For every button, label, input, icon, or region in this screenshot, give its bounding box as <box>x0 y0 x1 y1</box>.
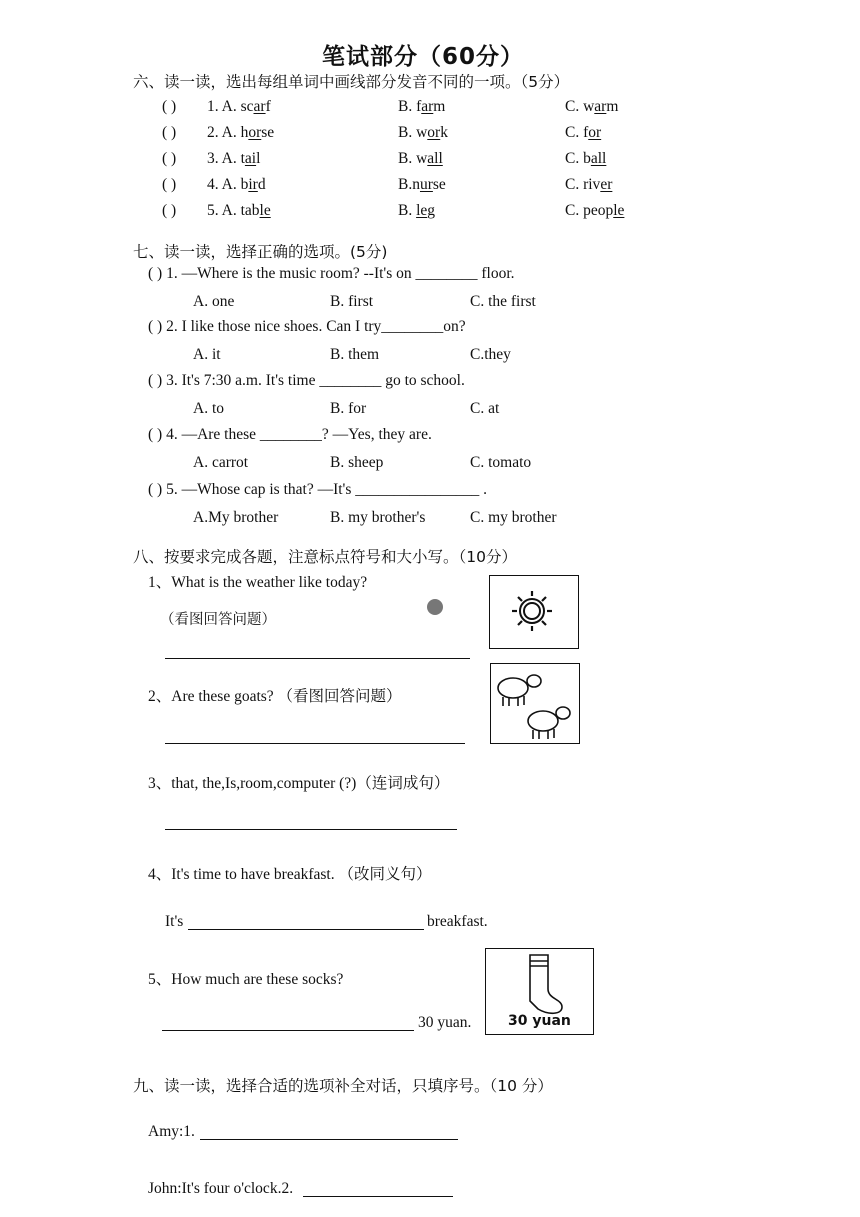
q8-2-answer-line[interactable] <box>165 743 465 744</box>
s6-number: 3. A. <box>207 150 241 167</box>
s6-option-c <box>565 202 624 220</box>
s6-a-underlined: or <box>248 124 262 141</box>
s6-c-underlined: er <box>600 176 613 193</box>
s6-option-a <box>207 98 271 116</box>
s7-question[interactable]: ( ) 1. —Where is the music room? --It's on ________ floor. <box>148 265 515 282</box>
sun-icon <box>490 576 578 648</box>
s7-option-a: A. carrot <box>193 454 249 471</box>
s6-number: 5. A. <box>207 202 241 219</box>
s6-c-pre: C. peop <box>565 202 614 219</box>
s6-a-pre: sc <box>240 98 254 115</box>
q8-4-suffix: breakfast. <box>427 913 488 930</box>
s9-line2-answer-line[interactable] <box>303 1196 453 1197</box>
s6-a-pre: b <box>240 176 249 193</box>
s6-b-pre: B. w <box>398 150 428 167</box>
s7-option-a: A. to <box>193 400 224 417</box>
s6-answer-paren[interactable]: ( ) <box>162 124 177 141</box>
s7-question[interactable]: ( ) 4. —Are these ________? —Yes, they are. <box>148 426 432 443</box>
s6-b-underlined: all <box>427 150 443 167</box>
s7-option-a: A. one <box>193 293 235 310</box>
s7-question[interactable]: ( ) 3. It's 7:30 a.m. It's time ________ go to school. <box>148 372 465 389</box>
s7-option-b: B. my brother's <box>330 509 426 526</box>
q8-1-note: （看图回答问题） <box>160 612 276 628</box>
s6-b-pre: B.n <box>398 176 420 193</box>
section-6-heading: 六、读一读，选出每组单词中画线部分发音不同的一项。（5分） <box>133 73 570 91</box>
s6-a-underlined: ar <box>253 98 266 115</box>
s7-option-c: C. at <box>470 400 500 417</box>
sheep-picture-box <box>490 663 580 744</box>
s6-c-underlined: or <box>588 124 602 141</box>
section-9-heading: 九、读一读，选择合适的选项补全对话，只填序号。（10 分） <box>133 1077 553 1095</box>
s6-b-post: g <box>427 202 436 219</box>
q8-4-answer-line[interactable] <box>188 929 424 930</box>
q8-1-text: 1、What is the weather like today? <box>148 574 368 591</box>
s9-line1-text: Amy:1. <box>148 1123 195 1140</box>
s7-option-b: B. sheep <box>330 454 384 471</box>
s6-a-underlined: le <box>259 202 271 219</box>
s6-number: 2. A. <box>207 124 241 141</box>
s6-a-post: d <box>257 176 266 193</box>
s6-c-pre: C. riv <box>565 176 601 193</box>
s6-answer-paren[interactable]: ( ) <box>162 176 177 193</box>
sun-picture-box <box>489 575 579 649</box>
s6-a-pre: tab <box>240 202 260 219</box>
s6-b-pre: B. w <box>398 124 428 141</box>
s6-b-underlined: ur <box>419 176 433 193</box>
s6-b-pre: B. f <box>398 98 422 115</box>
s6-c-post: m <box>606 98 619 115</box>
s6-a-underlined: ir <box>248 176 258 193</box>
s6-option-a <box>207 150 260 168</box>
q8-3-answer-line[interactable] <box>165 829 457 830</box>
s6-option-c <box>565 176 612 194</box>
s7-option-c: C. my brother <box>470 509 557 526</box>
s6-option-b <box>398 98 445 116</box>
s6-option-c <box>565 98 618 116</box>
s6-option-c <box>565 150 606 168</box>
s7-option-b: B. them <box>330 346 380 363</box>
s6-answer-paren[interactable]: ( ) <box>162 202 177 219</box>
s6-b-pre: B. <box>398 202 417 219</box>
s6-c-pre: C. w <box>565 98 595 115</box>
socks-price-label: 30 yuan <box>508 1013 571 1029</box>
s6-a-post: se <box>261 124 275 141</box>
s6-option-a <box>207 124 274 142</box>
s7-option-c: C. the first <box>470 293 536 310</box>
s6-a-pre: h <box>240 124 249 141</box>
section-7-heading: 七、读一读，选择正确的选项。(5分) <box>133 243 388 261</box>
q8-4-prefix: It's <box>165 913 184 930</box>
s6-option-c <box>565 124 601 142</box>
page-title: 笔试部分（60分） <box>322 44 525 70</box>
s6-c-underlined: le <box>613 202 625 219</box>
s6-option-b <box>398 176 446 194</box>
s6-b-underlined: ar <box>421 98 434 115</box>
s6-number: 4. A. <box>207 176 241 193</box>
s6-c-pre: C. f <box>565 124 589 141</box>
s7-option-b: B. first <box>330 293 374 310</box>
s6-b-underlined: le <box>416 202 428 219</box>
q8-1-answer-line[interactable] <box>165 658 470 659</box>
s6-b-post: m <box>433 98 446 115</box>
s6-a-post: f <box>265 98 271 115</box>
s6-option-b <box>398 124 448 142</box>
s7-option-c: C.they <box>470 346 511 363</box>
s6-a-post: l <box>256 150 261 167</box>
s7-question[interactable]: ( ) 5. —Whose cap is that? —It's ________________ . <box>148 481 488 498</box>
s9-line2-text: John:It's four o'clock.2. <box>148 1180 294 1197</box>
s6-b-post: k <box>440 124 448 141</box>
section-8-heading: 八、按要求完成各题，注意标点符号和大小写。（10分） <box>133 548 517 566</box>
s6-a-pre: t <box>240 150 245 167</box>
s6-b-post: se <box>432 176 446 193</box>
q8-5-text: 5、How much are these socks? <box>148 971 344 988</box>
s6-a-underlined: ai <box>244 150 257 167</box>
s6-answer-paren[interactable]: ( ) <box>162 98 177 115</box>
s6-answer-paren[interactable]: ( ) <box>162 150 177 167</box>
s6-option-b <box>398 150 443 168</box>
s7-question[interactable]: ( ) 2. I like those nice shoes. Can I try________on? <box>148 318 466 335</box>
s6-b-underlined: or <box>427 124 441 141</box>
s6-option-a <box>207 202 271 220</box>
s6-option-a <box>207 176 266 194</box>
socks-picture-box <box>485 948 594 1035</box>
s7-option-a: A. it <box>193 346 221 363</box>
q8-3-text: 3、that, the,Is,room,computer (?)（连词成句） <box>148 775 450 792</box>
s9-line1-answer-line[interactable] <box>200 1139 458 1140</box>
q8-4-text: 4、It's time to have breakfast. （改同义句） <box>148 866 432 883</box>
sheep-icon <box>491 664 579 743</box>
s6-option-b <box>398 202 435 220</box>
scan-dot <box>427 599 443 615</box>
s6-c-pre: C. b <box>565 150 591 167</box>
q8-5-suffix: 30 yuan. <box>418 1014 472 1031</box>
s7-option-a: A.My brother <box>193 509 279 526</box>
s6-c-underlined: ar <box>594 98 607 115</box>
q8-5-answer-line[interactable] <box>162 1030 414 1031</box>
s6-number: 1. A. <box>207 98 241 115</box>
s7-option-c: C. tomato <box>470 454 532 471</box>
s7-option-b: B. for <box>330 400 367 417</box>
s6-c-underlined: all <box>590 150 607 167</box>
q8-2-text: 2、Are these goats? （看图回答问题） <box>148 688 402 705</box>
